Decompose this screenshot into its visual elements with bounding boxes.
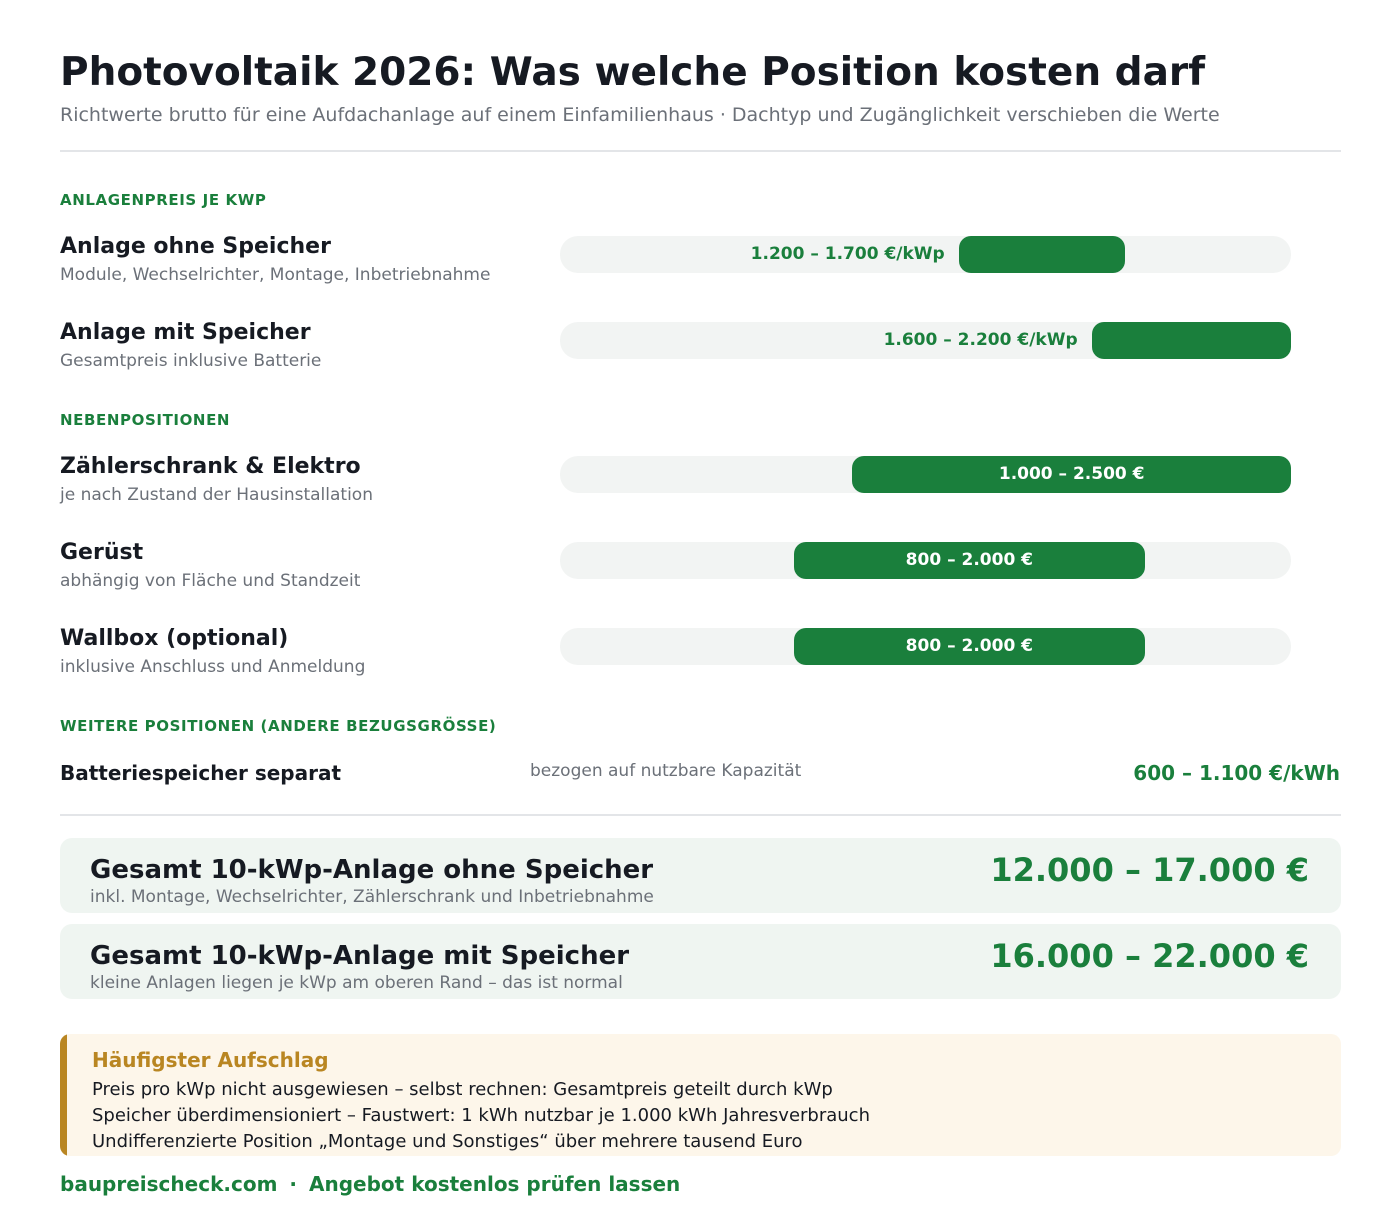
- battery-item-description: bezogen auf nutzbare Kapazität: [530, 761, 802, 781]
- total-description: inkl. Montage, Wechselrichter, Zählerschrank und Inbetriebnahme: [90, 887, 654, 907]
- section-heading-system-price: ANLAGENPREIS JE KWP: [60, 191, 267, 209]
- warning-line: Undifferenzierte Position „Montage und Sonstiges“ über mehrere tausend Euro: [92, 1131, 803, 1152]
- warning-line: Preis pro kWp nicht ausgewiesen – selbst rechnen: Gesamtpreis geteilt durch kWp: [92, 1079, 833, 1100]
- row-name: Gerüst: [60, 540, 144, 565]
- totals-divider: [60, 814, 1341, 816]
- row-name: Wallbox (optional): [60, 626, 289, 651]
- warning-line: Speicher überdimensioniert – Faustwert: 1 kWh nutzbar je 1.000 kWh Jahresverbrauch: [92, 1105, 870, 1126]
- range-bar-track: [560, 542, 1291, 579]
- total-card-with-storage: [60, 924, 1341, 999]
- header-divider: [60, 150, 1341, 152]
- section-heading-side-items: NEBENPOSITIONEN: [60, 411, 231, 429]
- row-description: Gesamtpreis inklusive Batterie: [60, 351, 322, 371]
- total-card-without-storage: [60, 838, 1341, 913]
- total-description: kleine Anlagen liegen je kWp am oberen Rand – das ist normal: [90, 973, 623, 993]
- warning-accent-bar: [60, 1034, 67, 1156]
- total-name: Gesamt 10-kWp-Anlage mit Speicher: [90, 941, 630, 971]
- range-bar-label: 1.200 – 1.700 €/kWp: [750, 244, 945, 264]
- battery-item-value: 600 – 1.100 €/kWh: [1133, 761, 1340, 785]
- footer-site-link[interactable]: baupreischeck.com: [60, 1172, 278, 1196]
- range-bar-label: 1.600 – 2.200 €/kWp: [883, 330, 1078, 350]
- row-name: Zählerschrank & Elektro: [60, 454, 361, 479]
- total-value: 16.000 – 22.000 €: [990, 937, 1309, 975]
- row-description: je nach Zustand der Hausinstallation: [60, 485, 373, 505]
- range-bar-track: [560, 628, 1291, 665]
- range-bar-fill: [959, 236, 1125, 273]
- range-bar-fill: [1092, 322, 1291, 359]
- page-title: Photovoltaik 2026: Was welche Position kosten darf: [60, 50, 1206, 95]
- row-description: Module, Wechselrichter, Montage, Inbetriebnahme: [60, 265, 491, 285]
- range-bar-track: [560, 322, 1291, 359]
- warning-box: [60, 1034, 1341, 1156]
- range-bar-label: 800 – 2.000 €: [905, 636, 1034, 656]
- footer-separator: ·: [289, 1172, 298, 1196]
- footer: [60, 1172, 680, 1196]
- warning-title: Häufigster Aufschlag: [92, 1048, 329, 1072]
- row-name: Anlage mit Speicher: [60, 320, 311, 345]
- section-heading-further: WEITERE POSITIONEN (ANDERE BEZUGSGRÖSSE): [60, 717, 497, 735]
- total-name: Gesamt 10-kWp-Anlage ohne Speicher: [90, 855, 654, 885]
- range-bar-label: 800 – 2.000 €: [905, 550, 1034, 570]
- range-bar-track: [560, 236, 1291, 273]
- row-description: inklusive Anschluss und Anmeldung: [60, 657, 366, 677]
- page-subtitle: Richtwerte brutto für eine Aufdachanlage auf einem Einfamilienhaus · Dachtyp und Zugänglichkeit verschieben die Werte: [60, 104, 1220, 126]
- total-value: 12.000 – 17.000 €: [990, 851, 1309, 889]
- battery-item-name: Batteriespeicher separat: [60, 761, 342, 785]
- footer-cta-link[interactable]: Angebot kostenlos prüfen lassen: [309, 1172, 681, 1196]
- range-bar-label: 1.000 – 2.500 €: [998, 464, 1145, 484]
- row-description: abhängig von Fläche und Standzeit: [60, 571, 361, 591]
- row-name: Anlage ohne Speicher: [60, 234, 331, 259]
- range-bar-track: [560, 456, 1291, 493]
